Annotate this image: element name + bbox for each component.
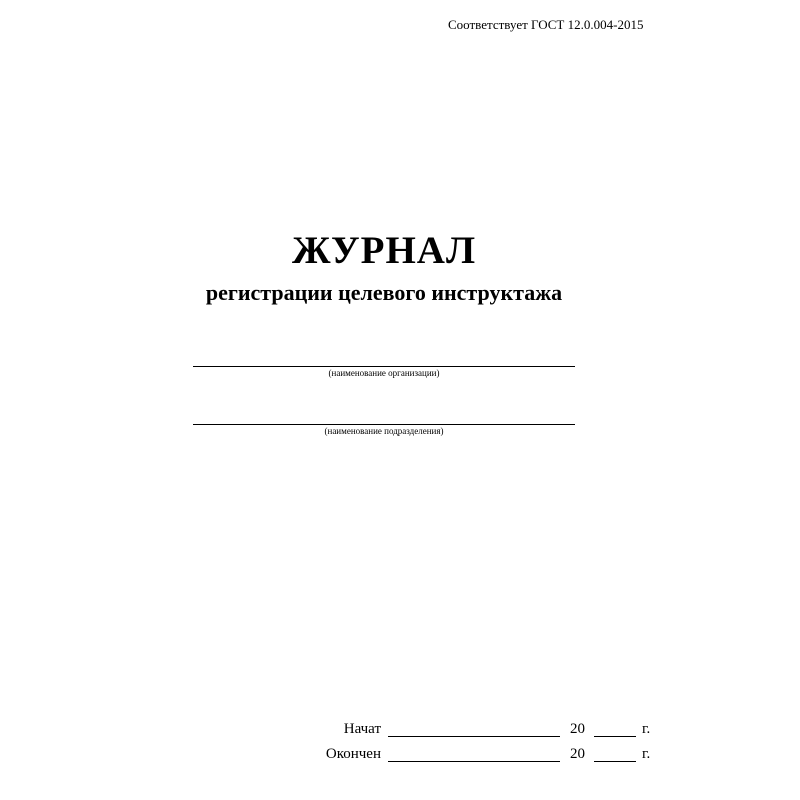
finished-year-blank xyxy=(594,761,636,762)
started-label: Начат xyxy=(343,721,381,737)
finished-year-prefix: 20 xyxy=(570,746,585,762)
started-year-suffix: г. xyxy=(642,721,651,737)
organization-name-line xyxy=(193,366,575,367)
finished-date-row xyxy=(0,746,800,766)
started-date-blank xyxy=(388,736,560,737)
organization-name-caption: (наименование организации) xyxy=(328,368,440,378)
gost-compliance-note: Соответствует ГОСТ 12.0.004-2015 xyxy=(448,17,644,32)
started-date-row xyxy=(0,721,800,741)
department-name-caption: (наименование подразделения) xyxy=(324,426,444,436)
finished-date-blank xyxy=(388,761,560,762)
journal-title: ЖУРНАЛ xyxy=(291,229,476,272)
finished-year-suffix: г. xyxy=(642,746,651,762)
finished-label: Окончен xyxy=(325,746,381,762)
started-year-prefix: 20 xyxy=(570,721,585,737)
started-year-blank xyxy=(594,736,636,737)
journal-subtitle: регистрации целевого инструктажа xyxy=(205,280,563,305)
department-name-line xyxy=(193,424,575,425)
